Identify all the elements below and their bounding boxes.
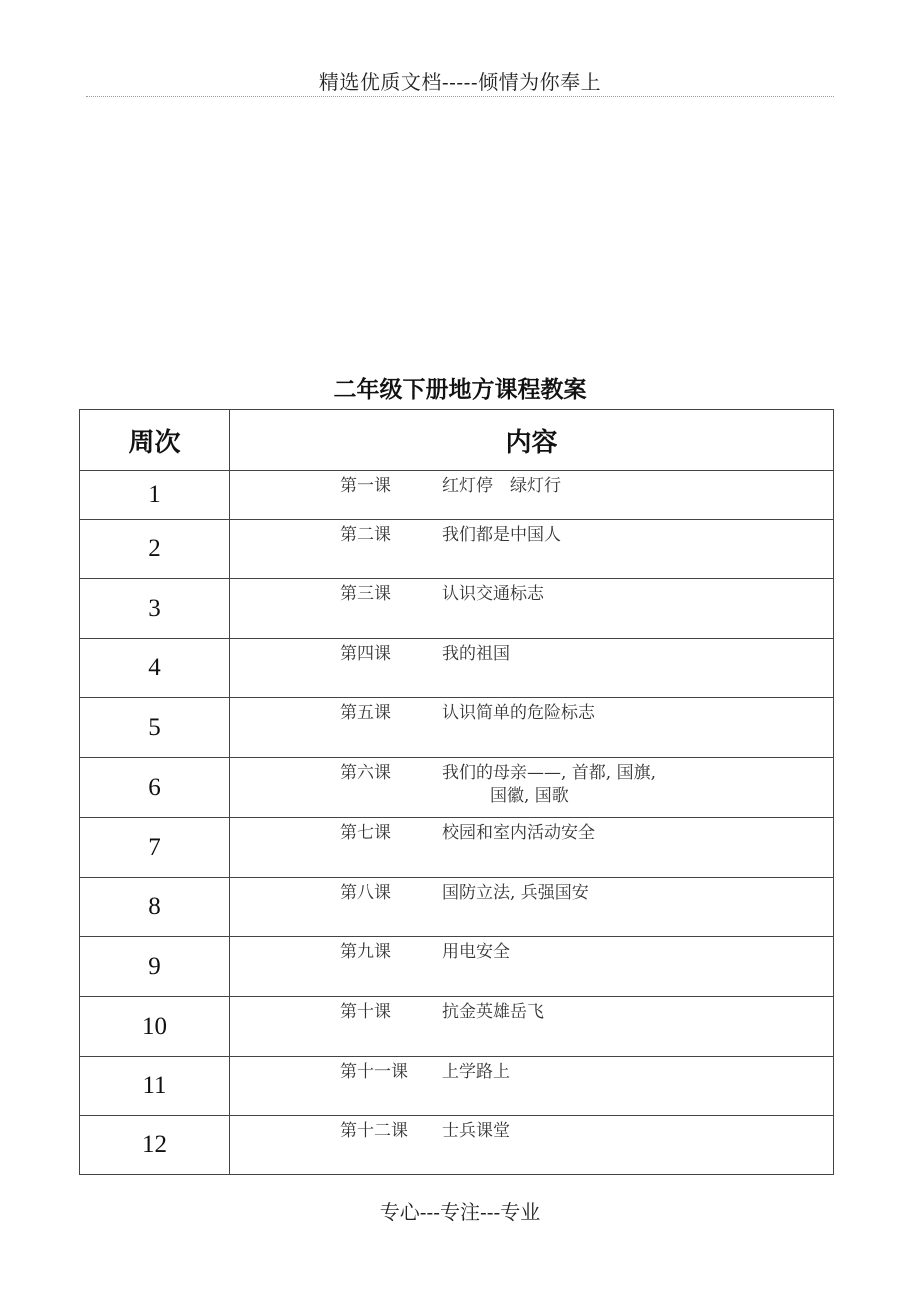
lesson-title: 我们都是中国人 xyxy=(442,525,561,545)
column-header-week: 周次 xyxy=(80,410,230,471)
lesson-number: 第八课 xyxy=(340,883,391,903)
lesson-title: 我们的母亲——, 首都, 国旗, xyxy=(442,763,657,783)
table-row xyxy=(80,758,834,818)
lesson-content-cell xyxy=(230,520,834,579)
lesson-content-cell xyxy=(230,639,834,698)
table-header-row xyxy=(80,410,834,471)
lesson-content-cell xyxy=(230,471,834,520)
lesson-title: 用电安全 xyxy=(442,942,510,962)
lesson-content-cell xyxy=(230,1057,834,1116)
lesson-number: 第七课 xyxy=(340,823,391,843)
lesson-line xyxy=(230,818,833,845)
week-number-cell: 10 xyxy=(80,997,230,1057)
lesson-content-cell xyxy=(230,878,834,937)
document-title: 二年级下册地方课程教案 xyxy=(333,377,587,403)
table-row xyxy=(80,818,834,878)
page-footer: 专心---专注---专业 xyxy=(379,1200,541,1224)
lesson-number: 第九课 xyxy=(340,942,391,962)
lesson-title: 我的祖国 xyxy=(442,644,510,664)
table-row xyxy=(80,937,834,997)
lesson-number: 第十二课 xyxy=(340,1121,408,1141)
lesson-line xyxy=(230,698,833,725)
lesson-title: 上学路上 xyxy=(442,1062,510,1082)
lesson-content-cell xyxy=(230,758,834,818)
lesson-number: 第二课 xyxy=(340,525,391,545)
table-row xyxy=(80,471,834,520)
lesson-line xyxy=(230,1116,833,1143)
lesson-content-cell xyxy=(230,579,834,639)
week-number-cell: 1 xyxy=(80,471,230,520)
page-header: 精选优质文档-----倾情为你奉上 xyxy=(318,70,602,94)
column-header-content: 内容 xyxy=(230,410,834,471)
week-number-cell: 9 xyxy=(80,937,230,997)
lesson-title: 红灯停 绿灯行 xyxy=(442,476,561,496)
week-number-cell: 11 xyxy=(80,1057,230,1116)
lesson-title: 认识简单的危险标志 xyxy=(442,703,595,723)
lesson-line xyxy=(230,997,833,1024)
lesson-number: 第六课 xyxy=(340,763,391,783)
table-row xyxy=(80,520,834,579)
week-number-cell: 3 xyxy=(80,579,230,639)
lesson-plan-table xyxy=(79,409,834,1175)
header-divider xyxy=(86,96,834,97)
table-row xyxy=(80,639,834,698)
week-number-cell: 5 xyxy=(80,698,230,758)
lesson-line xyxy=(230,1057,833,1084)
table-row xyxy=(80,579,834,639)
lesson-line xyxy=(230,520,833,547)
week-number-cell: 7 xyxy=(80,818,230,878)
lesson-title: 校园和室内活动安全 xyxy=(442,823,595,843)
lesson-number: 第十课 xyxy=(340,1002,391,1022)
table-row xyxy=(80,997,834,1057)
lesson-number: 第十一课 xyxy=(340,1062,408,1082)
lesson-number: 第一课 xyxy=(340,476,391,496)
lesson-title: 国防立法, 兵强国安 xyxy=(442,883,589,903)
table-row xyxy=(80,698,834,758)
lesson-number: 第三课 xyxy=(340,584,391,604)
lesson-number: 第五课 xyxy=(340,703,391,723)
lesson-content-cell xyxy=(230,698,834,758)
table-row xyxy=(80,1057,834,1116)
lesson-line xyxy=(230,639,833,666)
lesson-number: 第四课 xyxy=(340,644,391,664)
lesson-content-cell xyxy=(230,818,834,878)
lesson-title: 士兵课堂 xyxy=(442,1121,510,1141)
table-row xyxy=(80,878,834,937)
week-number-cell: 2 xyxy=(80,520,230,579)
lesson-line xyxy=(230,878,833,905)
lesson-content-cell xyxy=(230,937,834,997)
week-number-cell: 8 xyxy=(80,878,230,937)
week-number-cell: 12 xyxy=(80,1116,230,1175)
lesson-title-continued: 国徽, 国歌 xyxy=(490,786,569,806)
lesson-line xyxy=(230,579,833,606)
week-number-cell: 6 xyxy=(80,758,230,818)
lesson-title: 认识交通标志 xyxy=(442,584,544,604)
lesson-content-cell xyxy=(230,1116,834,1175)
lesson-line xyxy=(230,937,833,964)
lesson-line xyxy=(230,471,833,498)
lesson-title: 抗金英雄岳飞 xyxy=(442,1002,544,1022)
table-body xyxy=(80,471,834,1175)
lesson-content-cell xyxy=(230,997,834,1057)
table-row xyxy=(80,1116,834,1175)
week-number-cell: 4 xyxy=(80,639,230,698)
lesson-line xyxy=(230,758,833,785)
